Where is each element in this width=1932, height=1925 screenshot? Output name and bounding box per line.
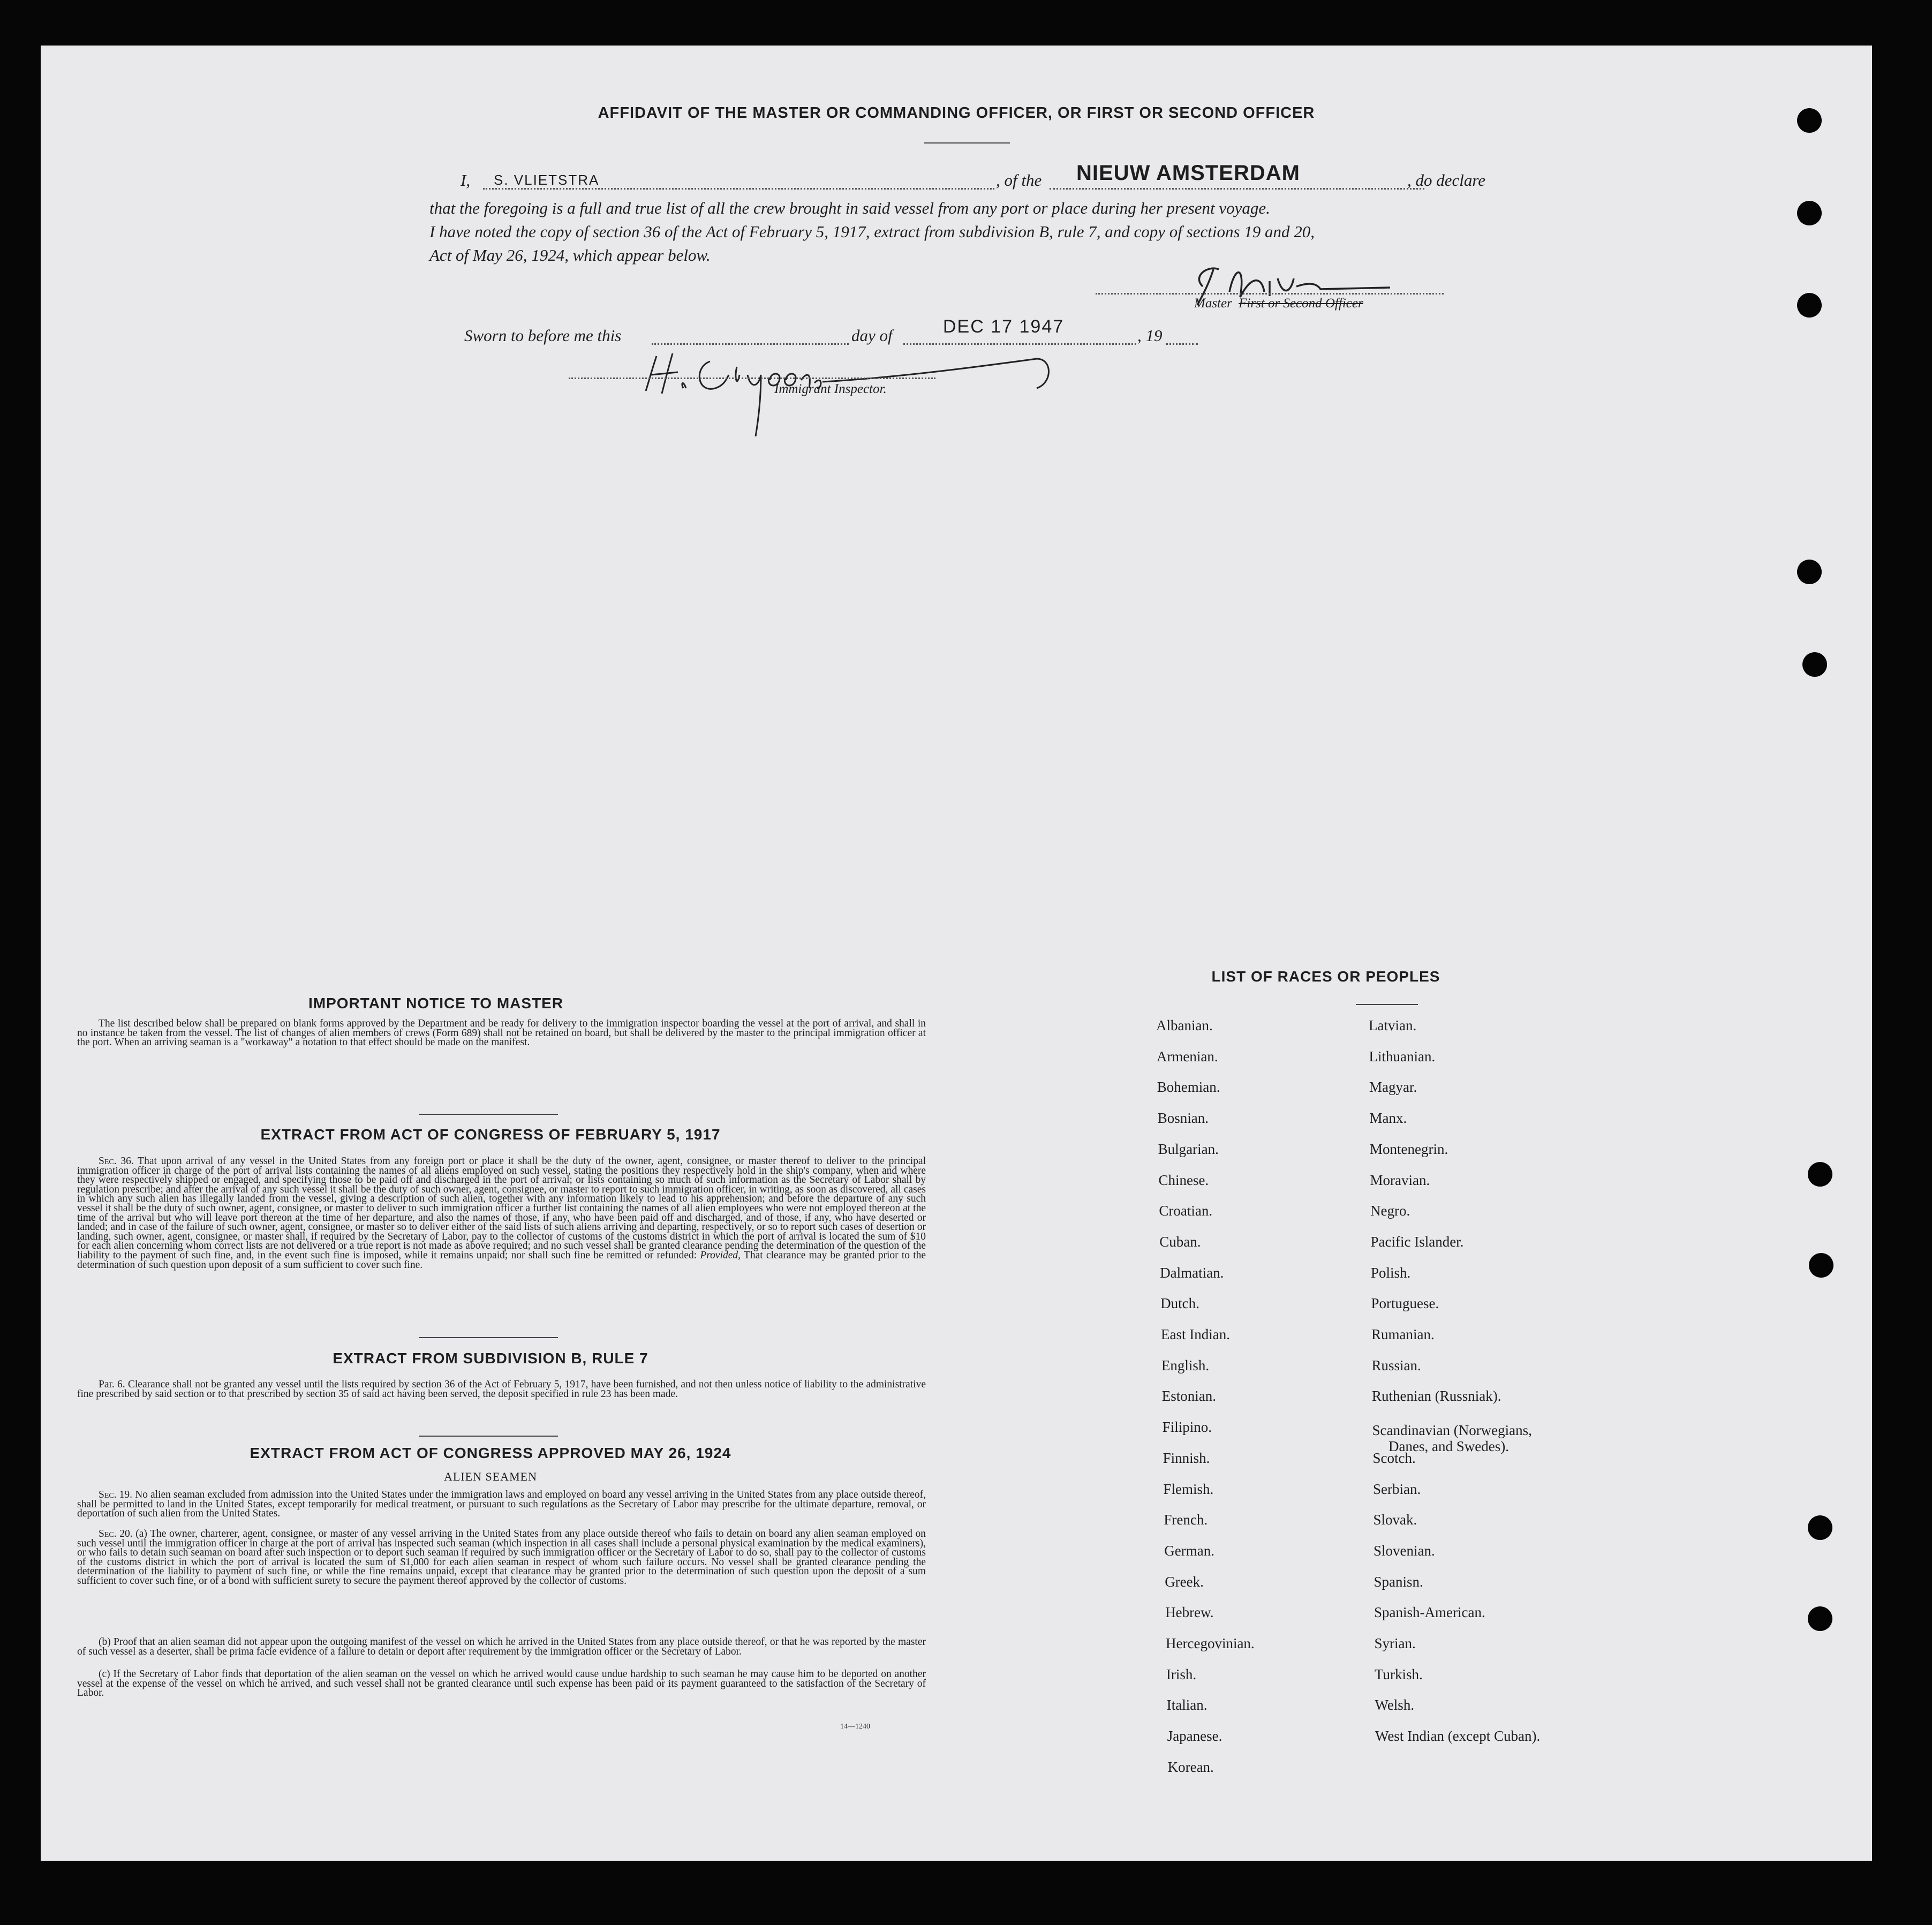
title-rule [924, 142, 1010, 144]
sec-20a-paragraph [77, 1529, 926, 1586]
race-item: Spanisn. [1373, 1573, 1423, 1590]
of-the-label: , of the [996, 171, 1042, 190]
affidavit-line-3: Act of May 26, 1924, which appear below. [429, 246, 711, 265]
inspector-signature-line [569, 378, 935, 379]
binder-hole [1809, 1253, 1833, 1278]
sec-19-text: No alien seaman excluded from admission into the United States under the immigration laws and employed on board any vessel arriving in the United States from any place outside thereof, shall be permitted to land in the United States, except temporarily for medical treatment, or pursuant to such regulations as the Secretary of Labor may prescribe for the ultimate departure, removal, or deportation of such alien from the United States. [77, 1489, 926, 1520]
race-item: Rumanian. [1371, 1326, 1435, 1342]
race-item: Armenian. [1156, 1048, 1218, 1065]
race-item: Bulgarian. [1158, 1141, 1219, 1157]
race-item: Irish. [1166, 1666, 1197, 1682]
binder-hole [1808, 1162, 1832, 1187]
race-item: Slovenian. [1373, 1542, 1435, 1559]
form-number: 14—1240 [840, 1723, 870, 1731]
binder-hole [1797, 201, 1822, 225]
race-item: Estonian. [1161, 1388, 1217, 1405]
race-item: Scotch. [1372, 1450, 1416, 1466]
race-item: Croatian. [1159, 1203, 1213, 1219]
race-item: Filipino. [1162, 1419, 1212, 1436]
race-item: Flemish. [1163, 1481, 1214, 1497]
alien-seamen-subtitle: ALIEN SEAMEN [444, 1470, 537, 1483]
race-item: Pacific Islander. [1370, 1233, 1464, 1250]
extract-1917-title: EXTRACT FROM ACT OF CONGRESS OF FEBRUARY 5, 1917 [260, 1126, 721, 1143]
officer-struck-label: First or Second Officer [1239, 296, 1363, 311]
sec-19-label: Sec. 19. [99, 1489, 133, 1500]
race-item: Serbian. [1373, 1481, 1421, 1497]
day-of-label: day of [851, 326, 893, 345]
race-item: German. [1164, 1542, 1215, 1559]
extract-1924-title: EXTRACT FROM ACT OF CONGRESS APPROVED MAY 26, 1924 [250, 1445, 731, 1461]
race-item: Finnish. [1163, 1450, 1210, 1466]
binder-hole [1808, 1606, 1832, 1631]
race-item: French. [1164, 1512, 1208, 1528]
sec-36-label: Sec. 36. [99, 1156, 134, 1167]
sec-36-tail: That clearance may be granted prior to the determination of such question upon deposit of a sum sufficient to cover such fine. [77, 1249, 926, 1271]
race-item: Italian. [1166, 1697, 1208, 1713]
race-item: Cuban. [1159, 1233, 1201, 1250]
sec-20b-paragraph: (b) Proof that an alien seaman did not appear upon the outgoing manifest of the vessel on which he arrived in the United States from any place outside thereof, or that he was reported by the master of such vessel as a deserter, shall be prima facie evidence of a failure to detain or deport after requirement by the immigration officer or the Secretary of Labor. [77, 1636, 926, 1657]
race-item: Syrian. [1374, 1635, 1416, 1651]
date-stamp: DEC 17 1947 [943, 316, 1065, 337]
section-rule [419, 1114, 558, 1115]
race-item: English. [1161, 1357, 1210, 1373]
race-item: Russian. [1371, 1357, 1421, 1373]
race-item: Greek. [1165, 1573, 1204, 1590]
sworn-label: Sworn to before me this [464, 326, 622, 345]
master-label: Master [1194, 296, 1232, 311]
i-label: I, [461, 171, 471, 190]
race-item: Spanish-American. [1374, 1604, 1485, 1621]
sec-20c-paragraph: (c) If the Secretary of Labor finds that deportation of the alien seaman on the vessel on which he arrived would cause undue hardship to such seaman he may cause him to be deported on another vessel at the expense of the vessel on which he arrived, and such vessel shall not be granted clearance until such expense has been paid or its payment guaranteed to the satisfaction of the Secretary of Labor. [77, 1669, 926, 1699]
race-item: West Indian (except Cuban). [1375, 1728, 1541, 1745]
race-item: Moravian. [1370, 1172, 1430, 1188]
race-item: Dutch. [1160, 1295, 1199, 1312]
race-item: Magyar. [1369, 1079, 1417, 1096]
binder-hole [1802, 652, 1827, 677]
binder-hole [1808, 1515, 1832, 1540]
binder-hole [1797, 560, 1822, 584]
declarant-line [461, 161, 1494, 194]
notice-title: IMPORTANT NOTICE TO MASTER [308, 995, 564, 1011]
extract-rule7-text: Par. 6. Clearance shall not be granted any vessel until the lists required by section 36 of the Act of February 5, 1917, have been furnished, and not then unless notice of liability to the administrative fine prescribed by said section or to that prescribed by section 35 of said act having been served, the deposit specified in rule 23 has been made. [77, 1379, 926, 1400]
race-item: Ruthenian (Russniak). [1372, 1388, 1501, 1405]
race-item: Portuguese. [1371, 1295, 1439, 1312]
race-item: Albanian. [1156, 1017, 1213, 1033]
sec-20a-text: (a) The owner, charterer, agent, consignee, or master of any vessel arriving in the United States from any place outside thereof who fails to detain on board any alien seaman employed on such vessel until the immigration officer in charge at the port of arrival has inspected such seaman (which inspection in all cases shall include a personal physical examination by the medical examiners), or who fails to detain such seaman on board after such inspection or to deport such seaman if required by such immigration officer or the Secretary of Labor to do so, shall pay to the collector of customs of the customs district in which the port of arrival is located the sum of $1,000 for each alien seaman in respect of whom such failure occurs. No vessel shall be granted clearance pending the determination of the liability to payment of such fine, or while the fine remains unpaid, except that clearance may be granted prior to the determination of such question upon the deposit of a sum sufficient to cover such fine, or of a bond with sufficient surety to secure the payment thereof approved by the collector of customs. [77, 1528, 926, 1587]
declare-label: , do declare [1407, 171, 1486, 190]
race-item: Montenegrin. [1370, 1141, 1448, 1157]
extract-rule7-title: EXTRACT FROM SUBDIVISION B, RULE 7 [333, 1350, 648, 1367]
sec-36-text: That upon arrival of any vessel in the United States from any foreign port or place it shall be the duty of the owner, agent, consignee, or master thereof to deliver to the principal immigration officer in charge of the port of arrival lists containing the names of all aliens employed on such vessel, stating the positions they respectively hold in the ship's company, when and where they were respectively shipped or engaged, and specifying those to be paid off and discharged in the port of arrival; or lists containing so much of such information as the Secretary of Labor shall by regulation prescribe; and after the arrival of any such vessel it shall be the duty of such owner, agent, consignee, or master to report to such immigration officer, in writing, as soon as discovered, all cases in which any such alien has illegally landed from the vessel, giving a description of such alien, together with any information likely to lead to his apprehension; and before the departure of any such vessel it shall be the duty of such owner, agent, consignee, or master to deliver to such immigration officer a further list containing the names of all alien employees who were not employed thereon at the time of the arrival but who will leave port thereon at the time of her departure, and also the names of those, if any, who have been paid off and discharged, and of those, if any, who have deserted or landed; and in case of the failure of such owner, agent, consignee, or master so to deliver either of the said lists of such aliens arriving and departing, respectively, or so to report such cases of desertion or landing, such owner, agent, consignee, or master shall, if required by the Secretary of Labor, pay to the collector of customs of the customs district in which the port of arrival is located the sum of $10 for each alien concerning whom correct lists are not delivered or a true report is not made as above required; and no such vessel shall be granted clearance pending the determination of the question of the liability to the payment of such fine, and, in the event such fine is imposed, while it remains unpaid; nor shall such fine be remitted or refunded: [77, 1156, 926, 1261]
race-item: Scandinavian (Norwegians, [1372, 1422, 1532, 1439]
race-item: Polish. [1371, 1264, 1411, 1281]
provided-label: Provided, [700, 1249, 741, 1261]
affidavit-title: AFFIDAVIT OF THE MASTER OR COMMANDING OFFICER, OR FIRST OR SECOND OFFICER [598, 104, 1315, 122]
races-title: LIST OF RACES OR PEOPLES [1211, 968, 1440, 985]
extract-1917-text [77, 1157, 926, 1270]
race-item: Welsh. [1375, 1697, 1415, 1713]
sec-20-label: Sec. 20. [99, 1528, 133, 1539]
race-item: Lithuanian. [1369, 1048, 1436, 1065]
year-label: , 19 [1137, 326, 1163, 345]
race-item: Latvian. [1369, 1017, 1417, 1033]
race-item: East Indian. [1161, 1326, 1230, 1342]
inspector-label: Immigrant Inspector. [774, 382, 887, 396]
affidavit-line-2: I have noted the copy of section 36 of the Act of February 5, 1917, extract from subdivision B, rule 7, and copy of sections 19 and 20, [429, 222, 1315, 241]
declarant-name: S. VLIETSTRA [494, 172, 600, 188]
binder-hole [1797, 293, 1822, 318]
affidavit-line-1: that the foregoing is a full and true list of all the crew brought in said vessel from any port or place during her present voyage. [429, 199, 1270, 217]
race-item: Bosnian. [1157, 1110, 1209, 1127]
section-rule [419, 1337, 558, 1338]
race-item: Korean. [1167, 1758, 1214, 1775]
race-item: Slovak. [1373, 1512, 1417, 1528]
section-rule [419, 1436, 558, 1437]
races-rule [1356, 1004, 1418, 1005]
race-item: Negro. [1370, 1203, 1410, 1219]
race-item: Japanese. [1167, 1728, 1222, 1745]
race-item: Manx. [1369, 1110, 1407, 1127]
race-item: Danes, and Swedes). [1388, 1438, 1509, 1455]
vessel-name: NIEUW AMSTERDAM [1076, 161, 1300, 185]
race-item: Dalmatian. [1160, 1264, 1224, 1281]
race-item: Turkish. [1375, 1666, 1423, 1682]
sworn-year-field [1166, 319, 1198, 345]
binder-hole [1797, 108, 1822, 133]
notice-text: The list described below shall be prepared on blank forms approved by the Department and be ready for delivery to the immigration inspector boarding the vessel at the port of arrival, and shall in no instance be taken from the vessel. The list of changes of alien members of crews (Form 689) shall not be retained on board, but shall be delivered by the master to the principal immigration officer at the port. When an arriving seaman is a "workaway" a notation to that effect should be made on the manifest. [77, 1018, 926, 1048]
master-caption [1194, 296, 1363, 311]
race-item: Chinese. [1158, 1172, 1209, 1188]
sec-19-paragraph [77, 1490, 926, 1519]
race-item: Hebrew. [1165, 1604, 1214, 1621]
race-item: Bohemian. [1157, 1079, 1220, 1096]
master-signature-line [1096, 293, 1444, 295]
document-page [41, 46, 1872, 1861]
race-item: Hercegovinian. [1166, 1635, 1255, 1651]
